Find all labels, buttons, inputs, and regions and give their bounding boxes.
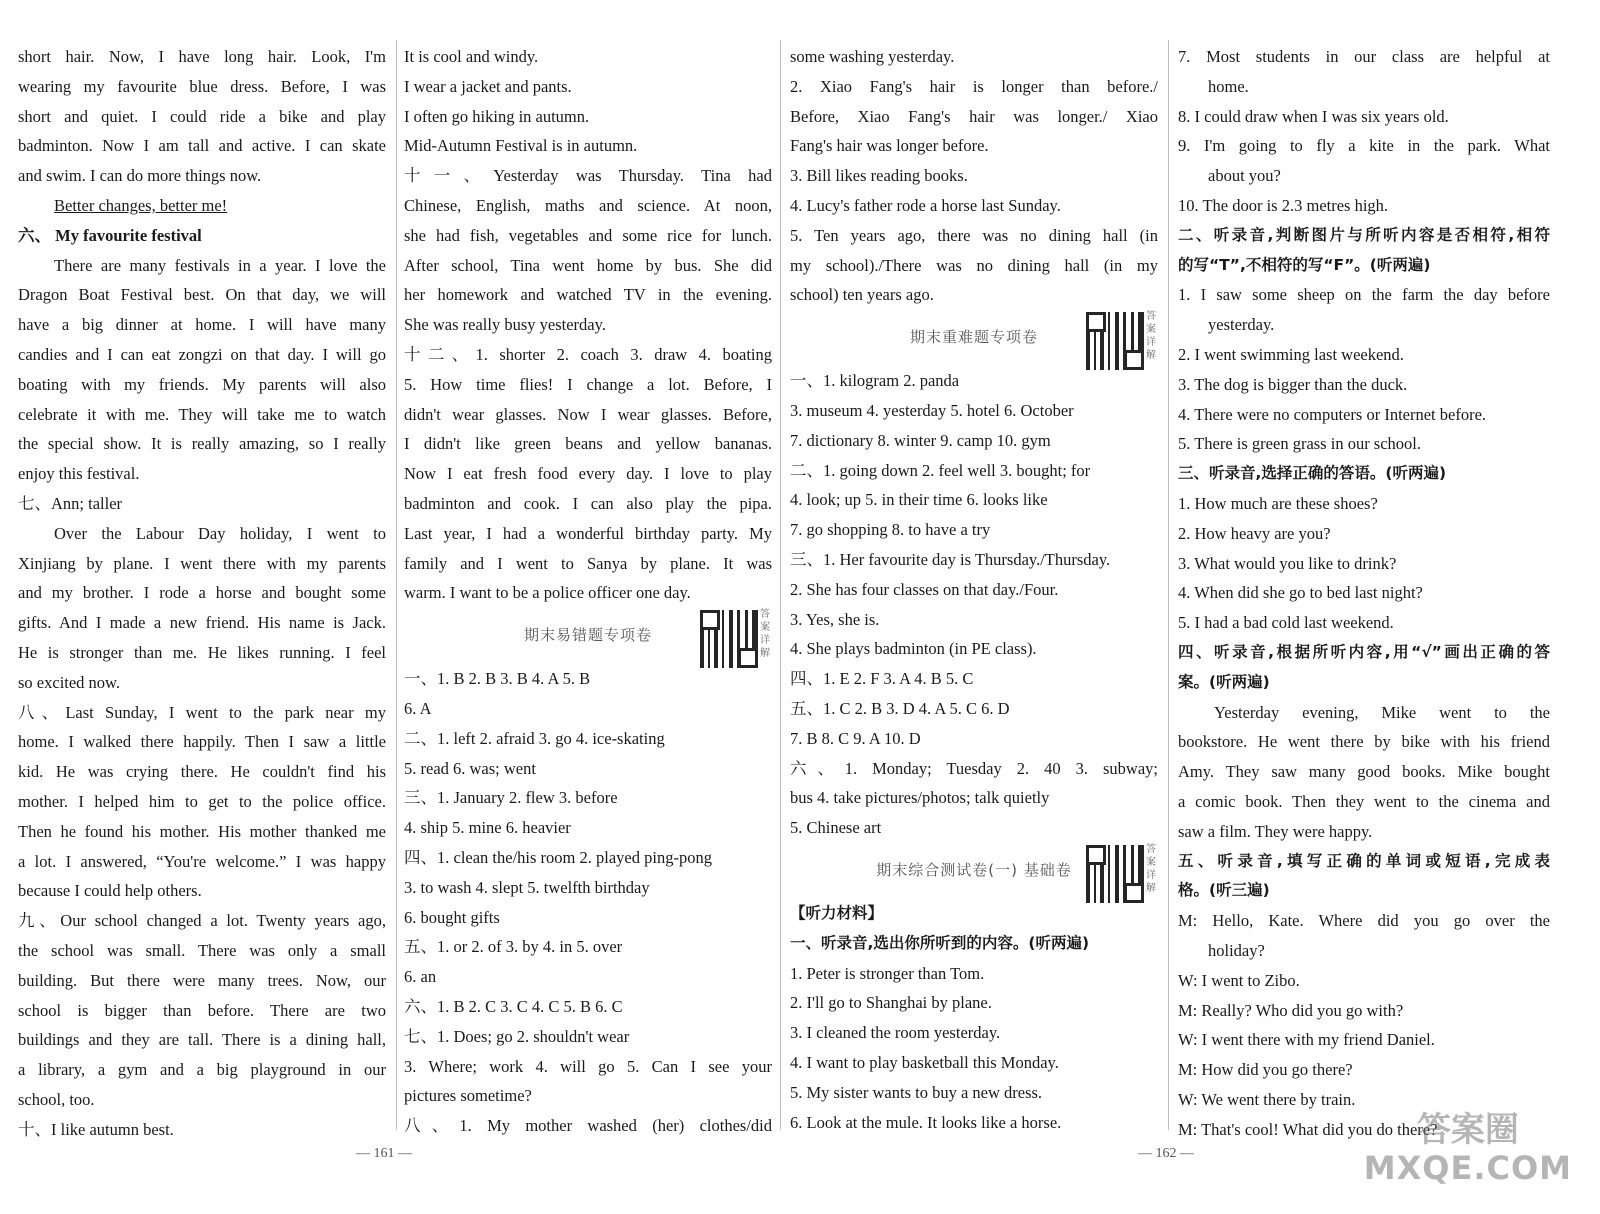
text-line: short and quiet. I could ride a bike and play (18, 106, 386, 126)
text-line: 2. Xiao Fang's hair is longer than before./ (790, 76, 1158, 96)
text-line: He is stronger than me. He likes running. I feel (18, 642, 386, 662)
text-line: Over the Labour Day holiday, I went to (54, 523, 386, 543)
watermark-logo (1364, 1110, 1572, 1186)
text-line: 5. Chinese art (790, 818, 882, 838)
text-line: 5. read 6. was; went (404, 758, 536, 778)
text-line: so excited now. (18, 672, 121, 692)
text-line: 四、1. E 2. F 3. A 4. B 5. C (790, 669, 974, 689)
text-line: There are many festivals in a year. I love the (54, 255, 386, 275)
text-line: 7. go shopping 8. to have a try (790, 520, 991, 540)
text-line: 4. She plays badminton (in PE class). (790, 639, 1037, 659)
text-line: some washing yesterday. (790, 47, 955, 66)
text-line: 5. I had a bad cold last weekend. (1178, 613, 1394, 633)
text-line: candies and I can eat zongzi on that day. I will go (18, 344, 386, 364)
text-line: M: Hello, Kate. Where did you go over the (1178, 911, 1550, 931)
text-line: enjoy this festival. (18, 464, 140, 484)
text-line: 八、Last Sunday, I went to the park near my (18, 702, 386, 722)
text-line: didn't wear glasses. Now I wear glasses. Before, (404, 404, 772, 424)
text-line: I wear a jacket and pants. (404, 76, 572, 96)
text-line: 二、1. left 2. afraid 3. go 4. ice-skating (404, 728, 665, 748)
text-line: M: That's cool! What did you do there? (1178, 1119, 1438, 1139)
page-number-left: — 161 — (356, 1146, 412, 1161)
text-line: It is cool and windy. (404, 47, 539, 66)
column-1 (18, 42, 386, 1144)
section-banner-title: 期末易错题专项卷 (523, 626, 652, 645)
text-line: Amy. They saw many good books. Mike bought (1178, 762, 1550, 782)
text-line: school, too. (18, 1089, 95, 1109)
text-line: 十二、1. shorter 2. coach 3. draw 4. boating (404, 344, 772, 364)
text-line: badminton and cook. I can also play the pipa. (404, 493, 772, 513)
text-line: W: I went there with my friend Daniel. (1178, 1030, 1435, 1050)
text-line: 10. The door is 2.3 metres high. (1178, 195, 1389, 215)
text-line: I didn't like green beans and yellow bananas. (404, 434, 772, 454)
text-line: 格。(听三遍) (1178, 881, 1270, 900)
text-line: wearing my favourite blue dress. Before, I was (18, 76, 386, 96)
text-line: 八、1. My mother washed (her) clothes/did (404, 1116, 772, 1136)
text-line: yesterday. (1208, 315, 1275, 335)
text-line: 四、1. clean the/his room 2. played ping-pong (404, 847, 712, 867)
text-line: boating with my friends. My parents will also (18, 374, 386, 394)
text-line: 6. bought gifts (404, 907, 500, 927)
text-line: Chinese, English, maths and science. At noon, (404, 195, 772, 215)
qr-caption: 答案详解 (1146, 311, 1157, 362)
text-line: and my brother. I rode a horse and bought some (18, 583, 386, 603)
text-line: home. I walked there happily. Then I saw a little (18, 732, 386, 752)
text-line: 7. dictionary 8. winter 9. camp 10. gym (790, 430, 1051, 450)
text-line: 四、听录音,根据所听内容,用“√”画出正确的答 (1178, 642, 1550, 661)
text-line: bookstore. He went there by bike with his friend (1178, 732, 1550, 752)
text-line: 十、I like autumn best. (18, 1119, 174, 1139)
text-line: because I could help others. (18, 881, 202, 901)
text-line: the special show. It is really amazing, so I really (18, 434, 386, 454)
text-line: Mid-Autumn Festival is in autumn. (404, 136, 638, 156)
column-divider (780, 40, 781, 1130)
section-banner-title: 期末重难题专项卷 (909, 328, 1038, 347)
text-line: saw a film. They were happy. (1178, 821, 1373, 841)
text-line: 七、Ann; taller (18, 493, 123, 513)
text-line: 7. Most students in our class are helpful at (1178, 47, 1550, 66)
text-line: 4. look; up 5. in their time 6. looks like (790, 490, 1048, 510)
text-line: 2. How heavy are you? (1178, 523, 1331, 543)
text-line: 一、1. B 2. B 3. B 4. A 5. B (404, 669, 591, 689)
column-4 (1178, 42, 1550, 1144)
text-line: badminton. Now I am tall and active. I can skate (18, 136, 386, 156)
text-line: 九、Our school changed a lot. Twenty years ago, (18, 911, 386, 931)
text-line: 六、1. B 2. C 3. C 4. C 5. B 6. C (404, 996, 623, 1016)
text-line: 三、1. January 2. flew 3. before (404, 788, 618, 808)
text-line: Last year, I had a wonderful birthday party. My (404, 523, 772, 543)
text-line: 3. I cleaned the room yesterday. (790, 1023, 1001, 1043)
text-line: 9. I'm going to fly a kite in the park. What (1178, 136, 1550, 156)
text-line: 6. A (404, 698, 432, 718)
text-line: buildings and they are tall. There is a dining hall, (18, 1030, 386, 1050)
text-line: M: How did you go there? (1178, 1060, 1353, 1080)
text-line: 4. When did she go to bed last night? (1178, 583, 1423, 603)
text-line: she had fish, vegetables and some rice for lunch. (404, 225, 772, 245)
page-number-right: — 162 — (1138, 1146, 1194, 1161)
text-line: 3. What would you like to drink? (1178, 553, 1397, 573)
text-line: 3. museum 4. yesterday 5. hotel 6. October (790, 400, 1074, 420)
column-divider (396, 40, 397, 1130)
qr-code-icon (700, 610, 758, 668)
text-line: a library, a gym and a big playground in our (18, 1060, 386, 1080)
text-line: 2. I'll go to Shanghai by plane. (790, 993, 992, 1013)
text-line: 的写“T”,不相符的写“F”。(听两遍) (1178, 255, 1431, 274)
text-line: mother. I helped him to get to the police office. (18, 791, 386, 811)
text-line: bus 4. take pictures/photos; talk quietly (790, 788, 1050, 808)
qr-caption: 答案详解 (1146, 843, 1157, 894)
text-line: 5. How time flies! I change a lot. Before, I (404, 374, 772, 394)
text-line: Fang's hair was longer before. (790, 136, 989, 156)
text-line: 五、1. or 2. of 3. by 4. in 5. over (404, 937, 623, 957)
text-line: the school was small. There was only a small (18, 940, 386, 960)
qr-code-icon (1086, 312, 1144, 370)
text-line: about you? (1208, 166, 1281, 186)
text-line: 六、1. Monday; Tuesday 2. 40 3. subway; (790, 758, 1158, 778)
text-line: short hair. Now, I have long hair. Look, I'm (18, 47, 386, 66)
text-line: 3. Bill likes reading books. (790, 166, 968, 186)
section-banner-title: 期末综合测试卷(一) 基础卷 (876, 861, 1072, 880)
text-line: school) ten years ago. (790, 285, 934, 305)
text-line: her homework and watched TV in the evening. (404, 285, 772, 305)
text-line: 案。(听两遍) (1178, 672, 1270, 691)
text-line: holiday? (1208, 940, 1265, 960)
text-line: Then he found his mother. His mother thanked me (18, 821, 386, 841)
text-line: Yesterday evening, Mike went to the (1214, 702, 1550, 722)
column-2 (404, 42, 772, 1141)
text-line: M: Really? Who did you go with? (1178, 1000, 1404, 1020)
text-line: 2. She has four classes on that day./Four. (790, 579, 1059, 599)
text-line: 4. I want to play basketball this Monday. (790, 1052, 1059, 1072)
text-line: 8. I could draw when I was six years old. (1178, 106, 1449, 126)
text-line: celebrate it with me. They will take me to watch (18, 404, 386, 424)
text-line: After school, Tina went home by bus. She did (404, 255, 772, 275)
qr-code-icon (1086, 845, 1144, 903)
text-line: 1. Peter is stronger than Tom. (790, 963, 985, 983)
qr-caption: 答案详解 (760, 609, 771, 660)
text-line: Dragon Boat Festival best. On that day, we will (18, 285, 386, 305)
text-line: a comic book. Then they went to the cinema and (1178, 791, 1550, 811)
column-divider (1168, 40, 1169, 1130)
text-line: 3. The dog is bigger than the duck. (1178, 374, 1408, 394)
text-line: 三、1. Her favourite day is Thursday./Thursday. (790, 549, 1111, 569)
text-line: 6. an (404, 967, 437, 987)
text-line: She was really busy yesterday. (404, 315, 606, 335)
text-line: 十一、Yesterday was Thursday. Tina had (404, 166, 772, 186)
text-line: 4. ship 5. mine 6. heavier (404, 818, 571, 838)
text-line: 5. There is green grass in our school. (1178, 434, 1422, 454)
text-line: W: I went to Zibo. (1178, 970, 1300, 990)
text-line: 五、听录音,填写正确的单词或短语,完成表 (1178, 851, 1550, 870)
text-line: 3. Where; work 4. will go 5. Can I see your (404, 1056, 772, 1076)
text-line: 二、听录音,判断图片与所听内容是否相符,相符 (1178, 225, 1550, 244)
text-line: and swim. I can do more things now. (18, 166, 262, 186)
text-line: warm. I want to be a police officer one day. (404, 583, 691, 603)
text-line: pictures sometime? (404, 1086, 532, 1106)
text-line: 五、1. C 2. B 3. D 4. A 5. C 6. D (790, 698, 1010, 718)
text-line: 二、1. going down 2. feel well 3. bought; for (790, 460, 1091, 480)
text-line: 1. I saw some sheep on the farm the day before (1178, 285, 1550, 305)
text-line: building. But there were many trees. Now, our (18, 970, 386, 990)
text-line: 六、 My favourite festival (18, 225, 202, 245)
text-line: Better changes, better me! (54, 195, 228, 215)
text-line: 一、听录音,选出你所听到的内容。(听两遍) (790, 933, 1090, 952)
text-line: a lot. I answered, “You're welcome.” I was happy (18, 851, 386, 871)
text-line: 一、1. kilogram 2. panda (790, 371, 960, 391)
section-banner (404, 608, 772, 664)
text-line: home. (1208, 76, 1249, 96)
text-line: 1. How much are these shoes? (1178, 493, 1378, 513)
text-line: family and I went to Sanya by plane. It was (404, 553, 772, 573)
text-line: 7. B 8. C 9. A 10. D (790, 728, 921, 748)
text-line: gifts. And I made a new friend. His name is Jack. (18, 613, 386, 633)
text-line: 5. Ten years ago, there was no dining hall (in (790, 225, 1158, 245)
text-line: kid. He was crying there. He couldn't find his (18, 762, 386, 782)
text-line: 2. I went swimming last weekend. (1178, 344, 1404, 364)
text-line: 6. Look at the mule. It looks like a horse. (790, 1112, 1062, 1132)
section-banner (790, 310, 1158, 366)
watermark-url: MXQE.COM (1363, 1149, 1572, 1187)
column-3 (790, 42, 1158, 1137)
text-line: 【听力材料】 (790, 903, 884, 922)
text-line: 5. My sister wants to buy a new dress. (790, 1082, 1043, 1102)
text-line: 4. There were no computers or Internet before. (1178, 404, 1487, 424)
text-line: my school)./There was no dining hall (in my (790, 255, 1158, 275)
text-line: 七、1. Does; go 2. shouldn't wear (404, 1026, 630, 1046)
text-line: Xinjiang by plane. I went there with my parents (18, 553, 386, 573)
text-line: 3. Yes, she is. (790, 609, 880, 629)
text-line: Before, Xiao Fang's hair was longer./ Xiao (790, 106, 1158, 126)
watermark-text: 答案圈 (1416, 1110, 1519, 1150)
text-line: 三、听录音,选择正确的答语。(听两遍) (1178, 464, 1447, 483)
section-banner (790, 843, 1158, 899)
text-line: W: We went there by train. (1178, 1089, 1356, 1109)
text-line: I often go hiking in autumn. (404, 106, 590, 126)
text-line: 4. Lucy's father rode a horse last Sunday. (790, 195, 1061, 215)
text-line: Now I eat fresh food every day. I love to play (404, 464, 772, 484)
text-line: have a big dinner at home. I will have many (18, 315, 386, 335)
text-line: school is bigger than before. There are two (18, 1000, 386, 1020)
text-line: 3. to wash 4. slept 5. twelfth birthday (404, 877, 650, 897)
